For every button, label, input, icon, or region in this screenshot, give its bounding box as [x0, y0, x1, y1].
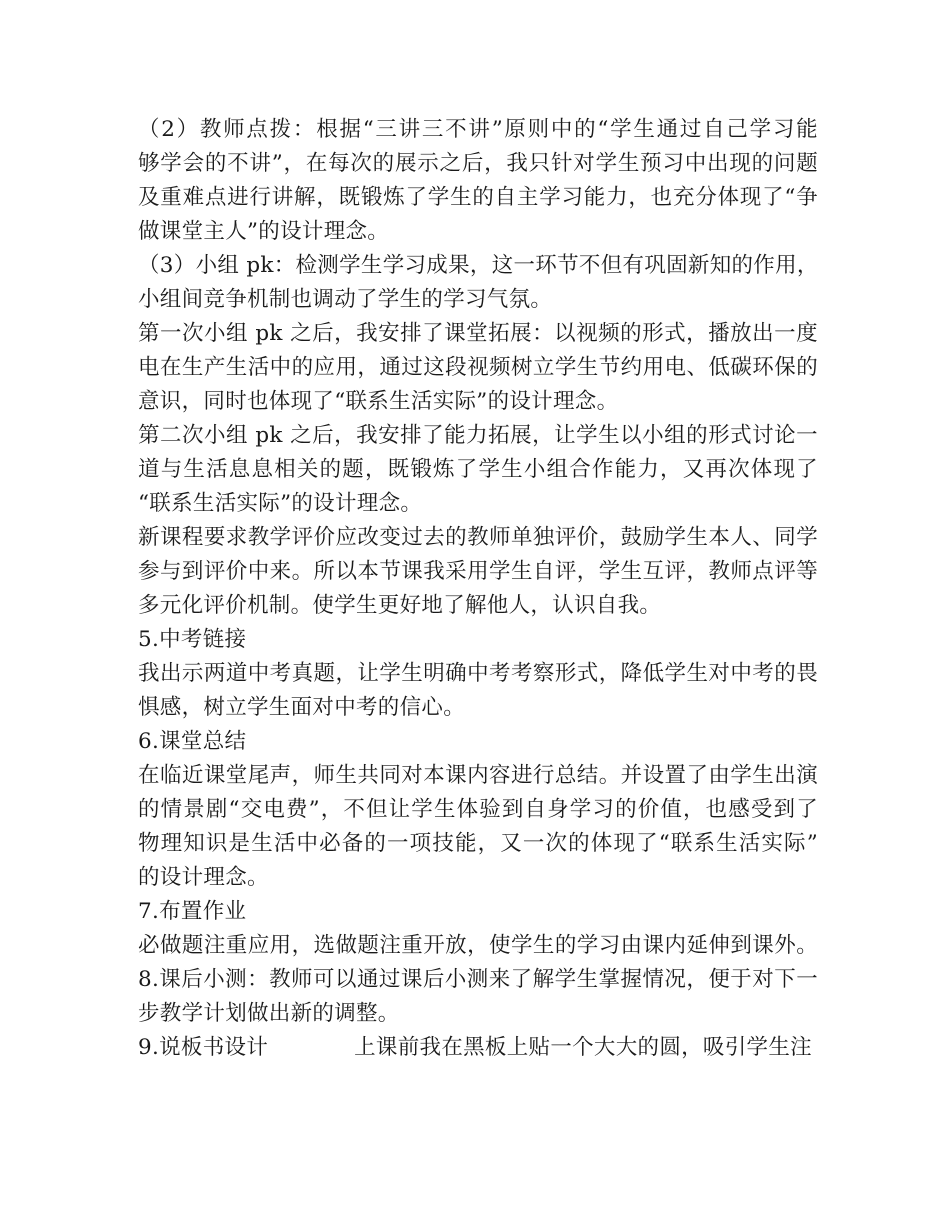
section-heading: 9.说板书设计 — [138, 1035, 269, 1060]
section-heading: 6.课堂总结 — [138, 729, 247, 754]
section-heading: 7.布置作业 — [138, 899, 247, 924]
text-line: 够学会的不讲”，在每次的展示之后，我只针对学生预习中出现的问题 — [138, 151, 818, 176]
text-line: 道与生活息息相关的题，既锻炼了学生小组合作能力，又再次体现了 — [138, 457, 818, 482]
text-line: 小组间竞争机制也调动了学生的学习气氛。 — [138, 287, 553, 312]
text-line: 参与到评价中来。所以本节课我采用学生自评，学生互评，教师点评等 — [138, 559, 818, 584]
text-line: 新课程要求教学评价应改变过去的教师单独评价，鼓励学生本人、同学 — [138, 525, 818, 550]
text-line: 电在生产生活中的应用，通过这段视频树立学生节约用电、低碳环保的 — [138, 355, 818, 380]
text-line: 在临近课堂尾声，师生共同对本课内容进行总结。并设置了由学生出演 — [138, 763, 818, 788]
document-body — [138, 113, 818, 1065]
text-line: 意识，同时也体现了“联系生活实际”的设计理念。 — [138, 389, 619, 414]
text-line: 第一次小组 pk 之后，我安排了课堂拓展：以视频的形式，播放出一度 — [138, 321, 818, 346]
text-line: 做课堂主人”的设计理念。 — [138, 219, 390, 244]
text-line: 的设计理念。 — [138, 865, 269, 890]
text-line: 8.课后小测：教师可以通过课后小测来了解学生掌握情况，便于对下一 — [138, 967, 818, 992]
text-line: 物理知识是生活中必备的一项技能，又一次的体现了“联系生活实际” — [138, 831, 818, 856]
text-line: 步教学计划做出新的调整。 — [138, 1001, 400, 1026]
text-line: 我出示两道中考真题，让学生明确中考考察形式，降低学生对中考的畏 — [138, 661, 818, 686]
text-line: 多元化评价机制。使学生更好地了解他人，认识自我。 — [138, 593, 662, 618]
text-run: 上课前我在黑板上贴一个大大的圆，吸引学生注 — [354, 1035, 812, 1060]
section-heading: 5.中考链接 — [138, 627, 247, 652]
text-line: 必做题注重应用，选做题注重开放，使学生的学习由课内延伸到课外。 — [138, 933, 818, 958]
text-line: 第二次小组 pk 之后，我安排了能力拓展，让学生以小组的形式讨论一 — [138, 423, 818, 448]
text-line: （2）教师点拨：根据“三讲三不讲”原则中的“学生通过自己学习能 — [138, 117, 818, 142]
text-line: 的情景剧“交电费”，不但让学生体验到自身学习的价值，也感受到了 — [138, 797, 818, 822]
text-line: 及重难点进行讲解，既锻炼了学生的自主学习能力，也充分体现了“争 — [138, 185, 818, 210]
text-line: “联系生活实际”的设计理念。 — [138, 491, 423, 516]
text-line: （3）小组 pk：检测学生学习成果，这一环节不但有巩固新知的作用， — [138, 253, 819, 278]
text-line: 惧感，树立学生面对中考的信心。 — [138, 695, 466, 720]
text-line-final — [138, 1031, 818, 1065]
